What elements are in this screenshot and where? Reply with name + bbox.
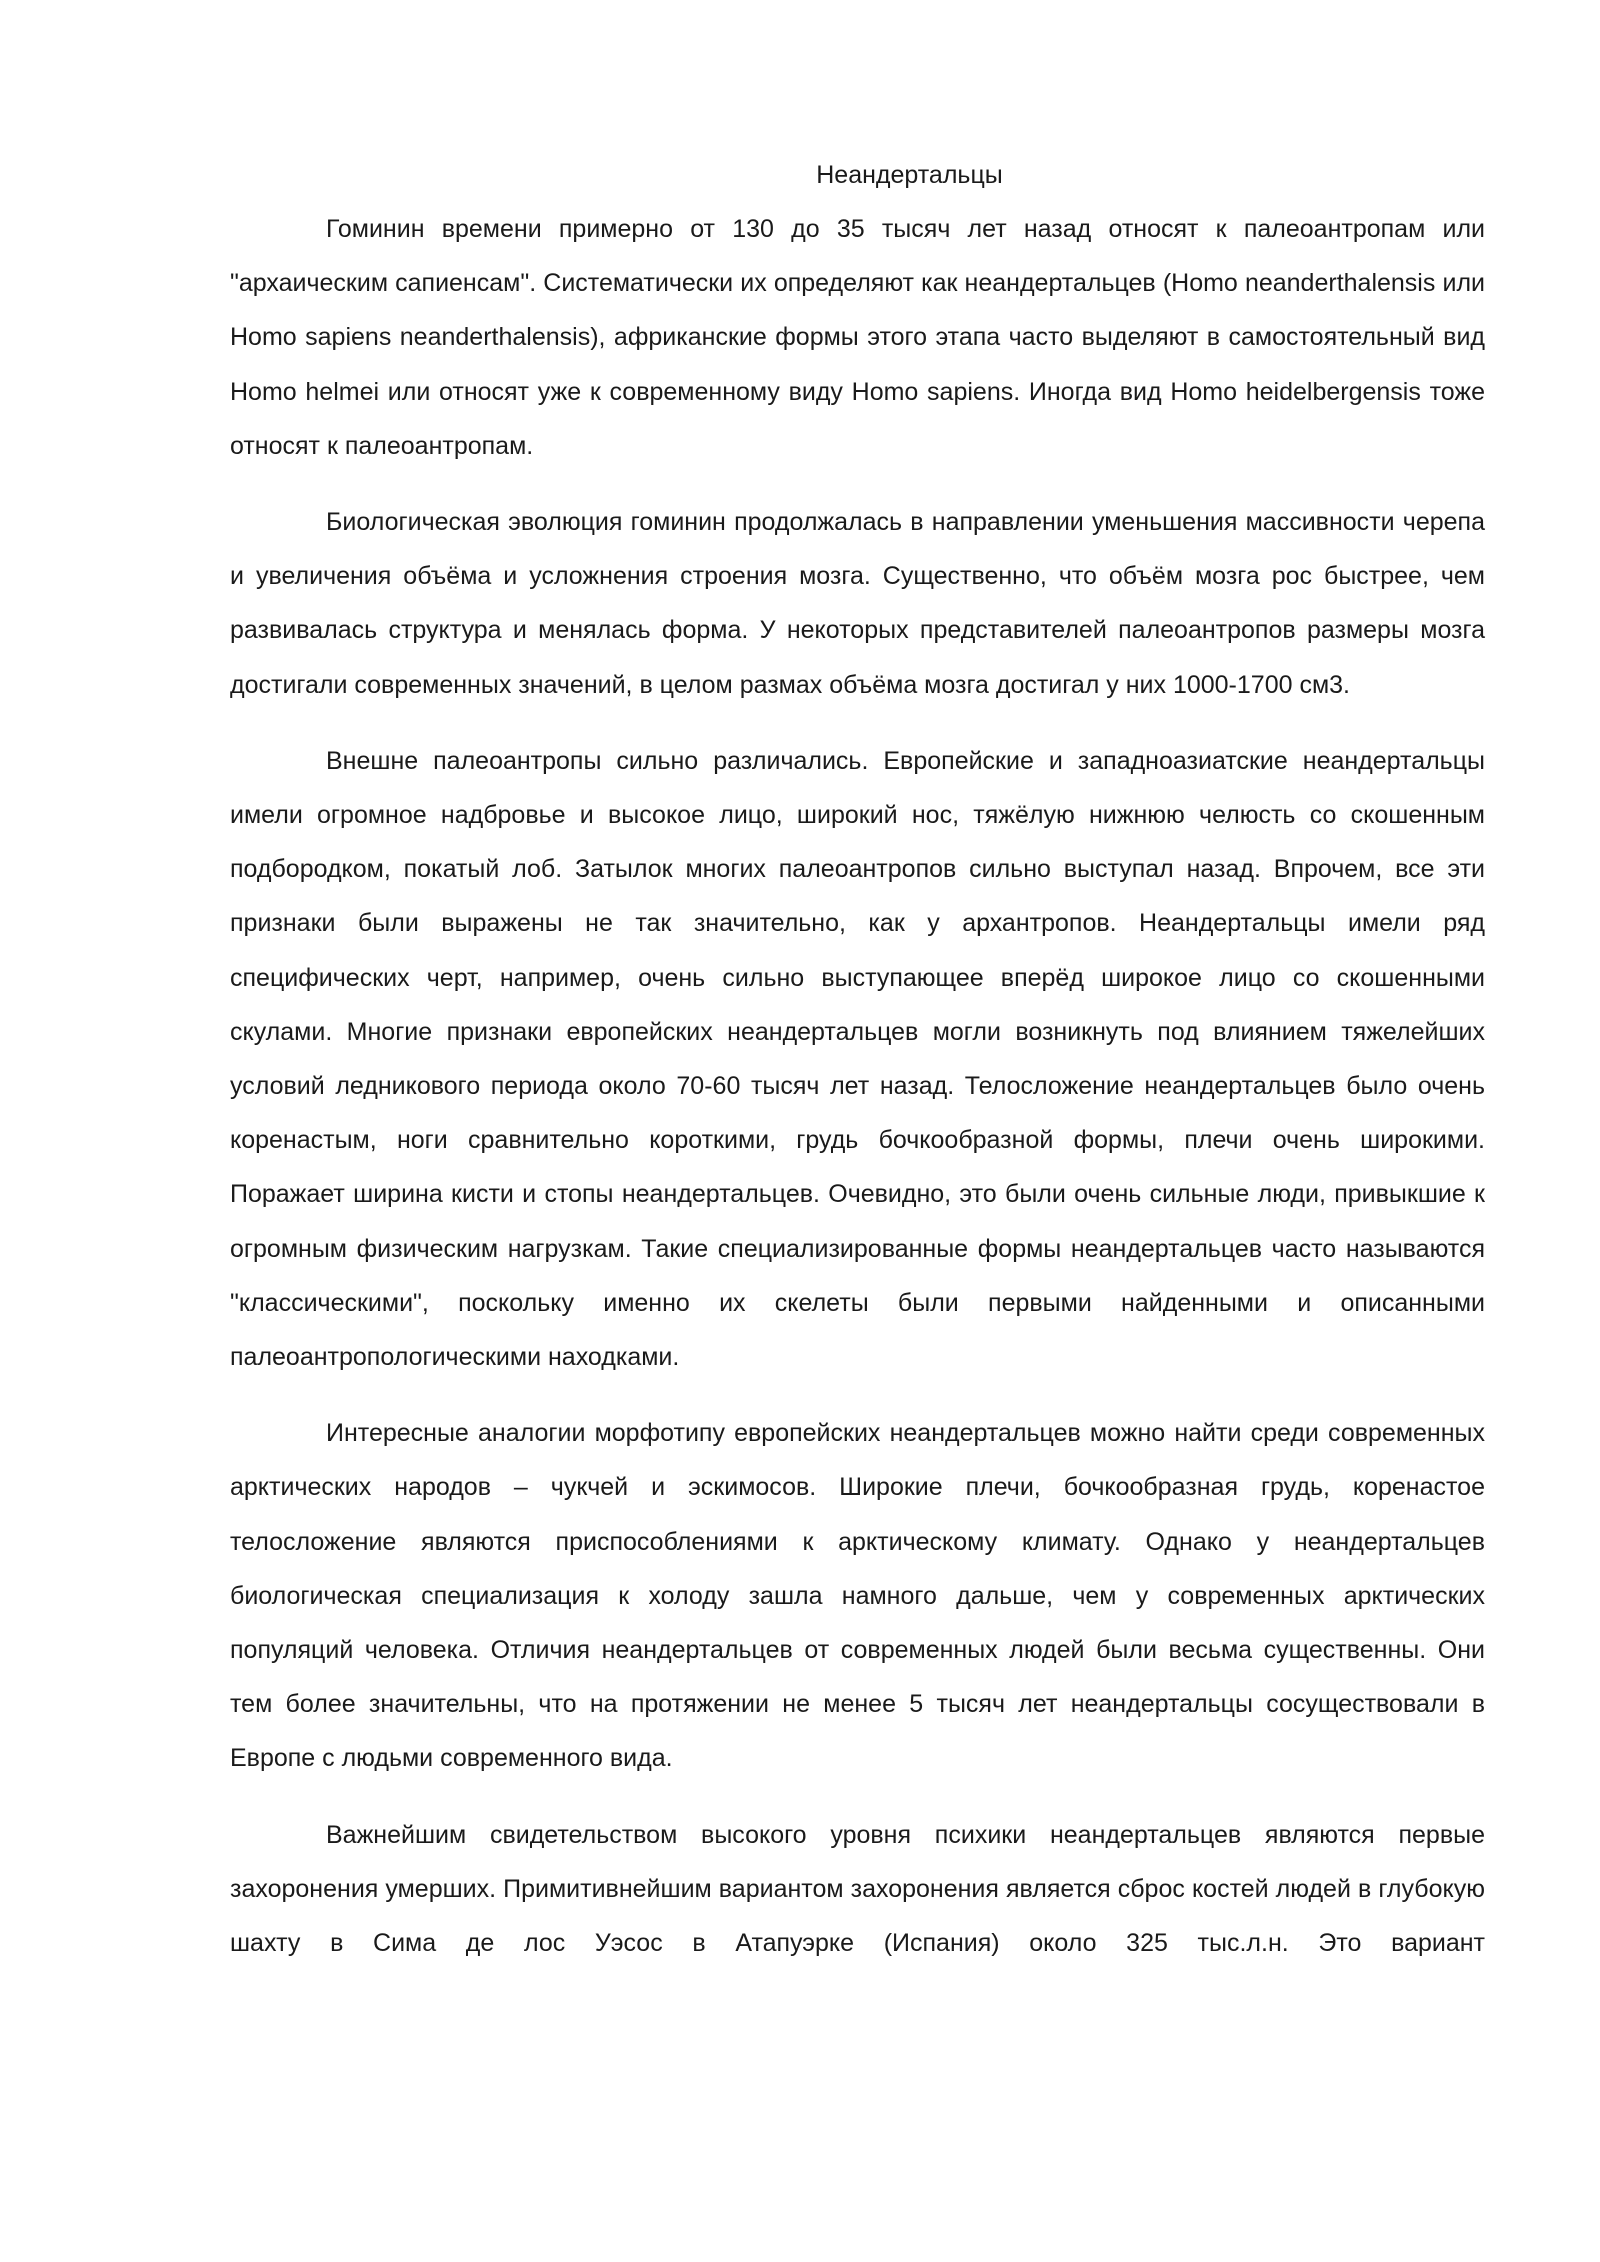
paragraph-5: Важнейшим свидетельством высокого уровня психики неандертальцев являются первые захоронения умерших. Примитивнейшим вариантом захоронения является сброс костей людей в глубокую шахту в Сима де лос Уэсос в Атапуэрке (Испания) около 325 тыс.л.н. Это вариант <box>230 1820 1485 1958</box>
paragraph-4: Интересные аналогии морфотипу европейских неандертальцев можно найти среди современных арктических народов – чукчей и эскимосов. Широкие плечи, бочкообразная грудь, коренастое телосложение являются приспособлениями к арктическому климату. Однако у неандертальцев биологическая специализация к холоду зашла намного дальше, чем у современных арктических популяций человека. Отличия неандертальцев от современных людей были весьма существенны. Они тем более значительны, что на протяжении не менее 5 тысяч лет неандертальцы сосуществовали в Европе с людьми современного вида. <box>230 1419 1485 1773</box>
paragraph-3: Внешне палеоантропы сильно различались. Европейские и западноазиатские неандертальцы имели огромное надбровье и высокое лицо, широкий нос, тяжёлую нижнюю челюсть со скошенным подбородком, покатый лоб. Затылок многих палеоантропов сильно выступал назад. Впрочем, все эти признаки были выражены не так значительно, как у архантропов. Неандертальцы имели ряд специфических черт, например, очень сильно выступающее вперёд широкое лицо со скошенными скулами. Многие признаки европейских неандертальцев могли возникнуть под влиянием тяжелейших условий ледникового периода около 70-60 тысяч лет назад. Телосложение неандертальцев было очень коренастым, ноги сравнительно короткими, грудь бочкообразной формы, плечи очень широкими. Поражает ширина кисти и стопы неандертальцев. Очевидно, это были очень сильные люди, привыкшие к огромным физическим нагрузкам. Такие специализированные формы неандертальцев часто называются "классическими", поскольку именно их скелеты были первыми найденными и описанными палеоантропологическими находками. <box>230 746 1485 1372</box>
paragraph-1: Гоминин времени примерно от 130 до 35 тысяч лет назад относят к палеоантропам или "архаическим сапиенсам". Систематически их определяют как неандертальцев (Homo neanderthalensis или Homo sapiens neanderthalensis), африканские формы этого этапа часто выделяют в самостоятельный вид Homo helmei или относят уже к современному виду Homo sapiens. Иногда вид Homo heidelbergensis тоже относят к палеоантропам. <box>230 215 1485 460</box>
page-title: Неандертальцы <box>816 161 1003 189</box>
document-page <box>230 148 1485 1992</box>
paragraph-2: Биологическая эволюция гоминин продолжалась в направлении уменьшения массивности черепа и увеличения объёма и усложнения строения мозга. Существенно, что объём мозга рос быстрее, чем развивалась структура и менялась форма. У некоторых представителей палеоантропов размеры мозга достигали современных значений, в целом размах объёма мозга достигал у них 1000-1700 см3. <box>230 508 1485 699</box>
